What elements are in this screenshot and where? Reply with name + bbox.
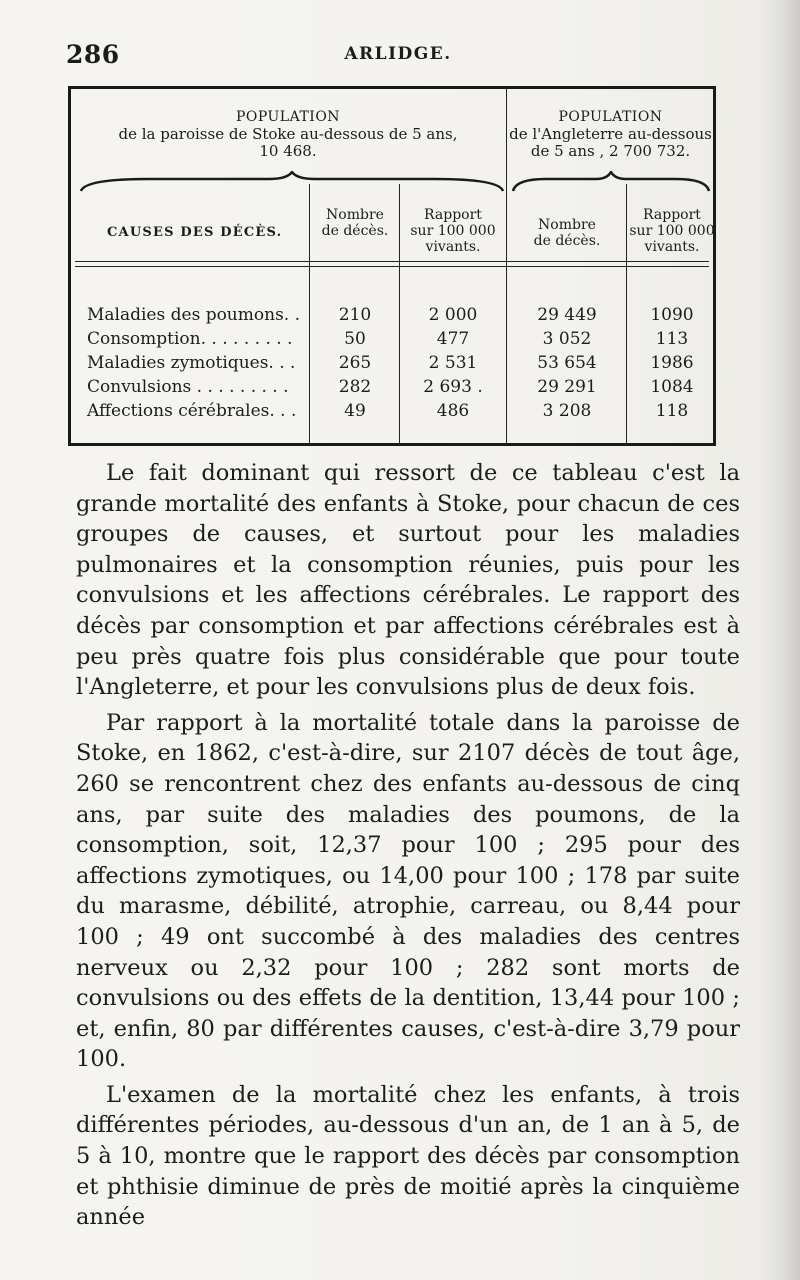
row-rate-stoke: 486 — [436, 401, 470, 421]
row-deaths-stoke: 265 — [338, 353, 372, 373]
page-gutter-shadow — [760, 0, 800, 1280]
row-deaths-stoke: 50 — [344, 329, 366, 349]
col-head-nombre-stoke — [311, 207, 399, 239]
row-deaths-england: 29 291 — [537, 377, 597, 397]
row-cause: Affections cérébrales. . . — [87, 401, 297, 421]
group-header-stoke — [71, 109, 505, 160]
group-header-stoke-title: POPULATION — [235, 109, 341, 125]
col-head-text: de décès. — [321, 223, 389, 239]
row-rate-stoke: 477 — [436, 329, 470, 349]
row-deaths-england: 3 052 — [542, 329, 592, 349]
running-title: ARLIDGE. — [344, 44, 452, 64]
row-deaths-stoke: 210 — [338, 305, 372, 325]
table-row — [71, 375, 713, 399]
group-header-england-title: POPULATION — [558, 109, 663, 125]
row-deaths-stoke: 282 — [338, 377, 372, 397]
row-rate-stoke: 2 531 — [428, 353, 478, 373]
table-row — [71, 327, 713, 351]
col-head-text: Rapport — [643, 207, 701, 223]
running-head — [66, 40, 730, 74]
page-number: 286 — [66, 40, 120, 69]
body-text — [76, 458, 740, 1233]
header-rule — [75, 261, 709, 262]
row-cause: Maladies des poumons. . — [87, 305, 300, 325]
row-rate-stoke: 2 693 . — [423, 377, 483, 397]
row-rate-england: 1090 — [650, 305, 694, 325]
mortality-table — [68, 86, 716, 446]
col-head-text: de décès. — [533, 233, 601, 249]
col-head-nombre-england — [508, 217, 626, 249]
group-header-england — [508, 109, 713, 160]
col-head-text: Nombre — [326, 207, 384, 223]
table-row — [71, 303, 713, 327]
group-header-england-line1: de l'Angleterre au-dessous — [509, 125, 712, 143]
col-head-rapport-stoke — [401, 207, 505, 255]
row-cause: Convulsions . . . . . . . . . — [87, 377, 289, 397]
col-head-text: sur 100 000 — [410, 223, 496, 239]
group-header-stoke-line1: de la paroisse de Stoke au-dessous de 5 ans, — [118, 125, 458, 143]
row-rate-england: 1986 — [650, 353, 694, 373]
row-deaths-england: 3 208 — [542, 401, 592, 421]
causes-header: CAUSES DES DÉCÈS. — [107, 225, 283, 240]
group-header-stoke-line2: 10 468. — [259, 142, 317, 160]
group-header-england-line2: de 5 ans , 2 700 732. — [530, 142, 691, 160]
brace-right — [511, 171, 711, 193]
col-head-rapport-england — [628, 207, 716, 255]
col-head-text: Nombre — [538, 217, 596, 233]
table-row — [71, 399, 713, 423]
row-rate-england: 118 — [655, 401, 689, 421]
col-head-text: vivants. — [644, 239, 700, 255]
col-head-text: vivants. — [425, 239, 481, 255]
paragraph: Le fait dominant qui ressort de ce tableau c'est la grande mortalité des enfants à Stoke, pour chacun de ces groupes de causes, et surtout pour les maladies pulmonaires et la consomption réunies, puis pour les convulsions et les affections cérébrales. Le rapport des décès par consomption et par affections cérébrales est à peu près quatre fois plus considérable que pour toute l'Angleterre, et pour les convulsions plus de deux fois. — [76, 460, 740, 701]
row-deaths-stoke: 49 — [344, 401, 366, 421]
table-row — [71, 351, 713, 375]
row-rate-stoke: 2 000 — [428, 305, 478, 325]
col-head-text: Rapport — [424, 207, 482, 223]
row-deaths-england: 53 654 — [537, 353, 597, 373]
brace-left — [79, 171, 505, 193]
row-rate-england: 113 — [655, 329, 689, 349]
paragraph: Par rapport à la mortalité totale dans la paroisse de Stoke, en 1862, c'est-à-dire, sur 2107 décès de tout âge, 260 se rencontrent chez des enfants au-dessous de cinq ans, par suite des maladies des poumons, de la consomption, soit, 12,37 pour 100 ; 295 pour des affections zymotiques, ou 14,00 pour 100 ; 178 par suite du marasme, débilité, atrophie, carreau, ou 8,44 pour 100 ; 49 ont succombé à des maladies des centres nerveux ou 2,32 pour 100 ; 282 sont morts de convulsions ou des effets de la dentition, 13,44 pour 100 ; et, enfin, 80 par différentes causes, c'est-à-dire 3,79 pour 100. — [76, 709, 740, 1073]
header-rule-double — [75, 266, 709, 267]
col-head-text: sur 100 000 — [629, 223, 715, 239]
row-cause: Consomption. . . . . . . . . — [87, 329, 293, 349]
paragraph: L'examen de la mortalité chez les enfants, à trois différentes périodes, au-dessous d'un an, de 1 an à 5, de 5 à 10, montre que le rapport des décès par consomption et phthisie diminue de près de moitié après la cinquième année — [76, 1081, 740, 1231]
row-cause: Maladies zymotiques. . . — [87, 353, 296, 373]
row-rate-england: 1084 — [650, 377, 694, 397]
row-deaths-england: 29 449 — [537, 305, 597, 325]
